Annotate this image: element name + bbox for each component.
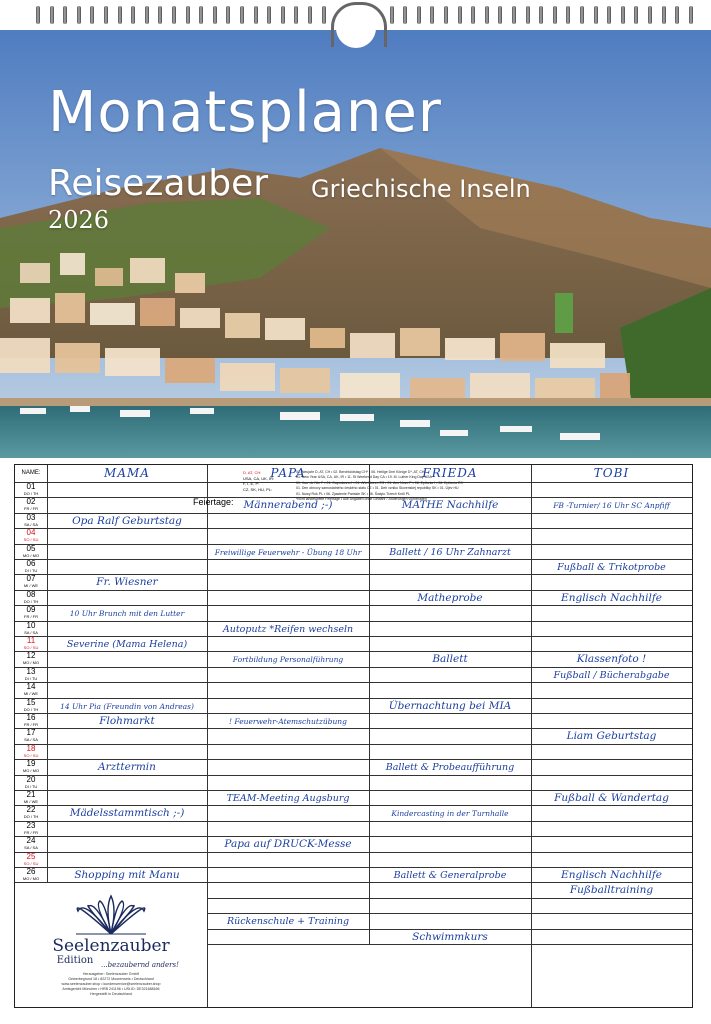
binding-ring [294,6,298,24]
handwritten-entry: TEAM-Meeting Augsburg [226,793,350,804]
binding-ring [566,6,570,24]
day-number: 10 [26,620,36,630]
row-divider [15,574,692,575]
row-divider [15,790,692,791]
feiertage-note: 01. Nowy Rok PL • 06. Zjawienie Pańskie SK • 06. Święto Trzech Króli PL [296,491,410,496]
weekday-label: SO / SU [23,860,39,866]
day-label [15,760,47,775]
row-divider [15,682,692,683]
feiertage-top-divider [207,944,692,945]
row-divider [15,759,692,760]
handwritten-entry: Ballett [432,653,468,666]
weekday-label: DO / TH [23,706,39,712]
publisher-info [19,972,203,997]
weekday-label: FR / FR [24,506,38,512]
weekday-label: DO / TH [23,598,39,604]
day-label [15,652,47,667]
planner-grid [14,464,693,1008]
weekday-label: MO / MO [22,876,40,881]
weekday-label: DO / TH [23,491,39,496]
handwritten-entry: Schwimmkurs [412,930,488,943]
weekday-label: MI / WE [23,691,39,697]
handwritten-entry: 10 Uhr Brunch mit den Lutter [69,609,185,619]
day-label [15,637,47,652]
day-number: 21 [26,790,36,799]
row-divider [15,667,692,668]
calendar-year: 2026 [48,206,110,234]
feiertage-note: 01. New Year USA, CA, UK, IR • 11. St Weekend Day CA • 19. M. Luther King Day USA [296,475,432,480]
handwritten-entry: Fußball / Bücherabgabe [553,669,670,681]
row-divider [15,651,692,652]
publisher-line: Hergestellt in Deutschland [90,992,132,997]
name-header: NAME: [21,470,41,476]
binding-ring [63,6,67,24]
handwritten-entry: Freiwillige Feuerwehr - Übung 18 Uhr [214,547,362,557]
weekday-label: DI / TU [24,783,38,789]
binding-ring [444,6,448,24]
day-number: 26 [26,867,36,876]
day-label [15,806,47,821]
feiertage-region: USA, CA, UK, IR: [243,475,275,481]
weekday-label: SA / SA [24,737,38,743]
weekday-label: SO / SU [23,752,39,758]
day-label [15,483,47,498]
handwritten-entry: Fortbildung Personalführung [232,655,344,665]
row-divider [15,559,692,560]
day-number: 12 [26,651,36,661]
binding-ring [471,6,475,24]
row-divider [207,898,692,899]
day-number: 07 [26,574,36,584]
day-number: 01 [26,482,36,491]
weekday-label: DI / TU [24,568,38,573]
binding-ring [539,6,543,24]
binding-ring [430,6,434,24]
row-divider [15,698,692,699]
day-number: 02 [26,497,36,507]
handwritten-entry: Ballett & Generalprobe [393,870,507,881]
binding-ring [621,6,625,24]
feiertage-region: D, AT, CH: [243,470,262,475]
handwritten-entry: Englisch Nachhilfe [561,591,662,604]
binding-ring [186,6,190,24]
handwritten-entry: Papa auf DRUCK-Messe [224,838,352,851]
column-header-papa: PAPA [270,466,306,480]
weekday-label: SA / SA [24,845,38,851]
binding-ring [199,6,203,24]
day-label [15,837,47,852]
handwritten-entry: Übernachtung bei MIA [388,699,512,712]
day-label [15,514,47,529]
binding-ring [498,6,502,24]
handwritten-entry: 14 Uhr Pia (Freundin von Andreas) [60,701,194,711]
day-number: 16 [26,713,36,722]
feiertage-regions [243,470,297,492]
lotus-logo-icon [66,888,156,938]
row-divider [15,852,692,853]
handwritten-entry: Autoputz *Reifen wechseln [222,623,354,635]
binding-ring [267,6,271,24]
handwritten-entry: Mädelsstammtisch ;-) [69,807,185,820]
feiertage-note: 01. Den obnovy samostatného českého státu CZ • 01. Deň vzniku Slovenskej republiky SK • 01. Újév HU [296,486,459,491]
binding-ring [485,6,489,24]
logo-name: Seelenzauber [52,936,170,957]
day-label [15,622,47,637]
publisher-line: Amtsgericht München • HRB 241196 • USt.ID: DE321688166 [62,987,160,992]
handwritten-entry: FB -Turnier/ 16 Uhr SC Anpfiff [553,501,670,511]
binding-ring [607,6,611,24]
publisher-line: www.seelenzauber.shop • kundenservice@seelenzauber.shop [61,982,161,987]
row-divider [15,590,692,591]
weekday-label: FR / FR [24,722,38,727]
handwritten-entry: Männerabend ;-) [243,499,333,512]
binding-ring [240,6,244,24]
day-label [15,529,47,544]
feiertage-notes [296,470,516,502]
day-number: 22 [26,805,36,815]
binding-ring [689,6,693,24]
handwritten-entry: Liam Geburtstag [566,730,657,743]
handwritten-entry: Fr. Wiesner [96,576,158,589]
binding-ring [417,6,421,24]
handwritten-entry: Matheprobe [417,591,483,604]
column-divider [531,465,532,1007]
feiertage-label: Feiertage: [193,497,234,507]
day-label [15,560,47,575]
binding-ring [308,6,312,24]
day-label [15,545,47,560]
binding-ring [390,6,394,24]
binding-ring [594,6,598,24]
row-divider [207,929,692,930]
day-number: 08 [26,589,36,599]
row-divider [15,528,692,529]
binding-ring [145,6,149,24]
row-divider [15,728,692,729]
column-header-tobi: TOBI [593,466,630,480]
day-number: 19 [26,759,36,769]
handwritten-entry: Flohmarkt [99,715,155,727]
handwritten-entry: Rückenschule + Training [226,916,350,928]
row-divider [15,513,692,514]
weekday-label: SO / SU [23,537,39,543]
row-divider [15,621,692,622]
weekday-label: MO / MO [22,660,40,666]
column-divider [369,465,370,944]
day-number: 24 [26,836,36,846]
handwritten-entry: Opa Ralf Geburtstag [72,514,182,527]
binding-ring [675,6,679,24]
binding-ring [104,6,108,24]
day-label [15,575,47,590]
hanger-hook [331,2,387,47]
binding-ring [634,6,638,24]
binding-ring [281,6,285,24]
binding-ring [77,6,81,24]
binding-ring [158,6,162,24]
row-divider [15,805,692,806]
binding-ring [90,6,94,24]
day-number: 11 [26,636,36,645]
day-number: 23 [26,820,36,830]
day-label [15,714,47,729]
binding-ring [213,6,217,24]
handwritten-entry: Ballett / 16 Uhr Zahnarzt [389,546,511,558]
day-number: 04 [26,528,36,538]
feiertage-note: 01. Jour de l'An F • 01. Capodanno I • 01. Año Nuevo ES • 01. Ano Novo P • 06. Epifania I • 06. Epifanía ES [296,480,463,485]
row-divider [15,867,692,868]
binding-ring [526,6,530,24]
binding-ring [322,6,326,24]
weekday-label: FR / FR [24,614,38,620]
day-label [15,791,47,806]
day-label [15,591,47,606]
binding-ring [254,6,258,24]
binding-ring [226,6,230,24]
row-divider [15,636,692,637]
handwritten-entry: MATHE Nachhilfe [401,499,499,512]
feiertage-note: 01. Neujahr D, AT, CH • 02. Berchtoldstag CH* • 06. Heilige Drei Könige D*, AT, CH* [296,470,426,474]
binding-ring [580,6,584,24]
day-number: 03 [26,512,36,522]
weekday-label: SA / SA [24,521,38,527]
day-label [15,868,47,883]
publisher-logo-area [15,882,207,1007]
row-divider [15,713,692,714]
row-divider [15,821,692,822]
weekday-label: DI / TU [24,675,38,681]
row-divider [15,744,692,745]
binding-ring [403,6,407,24]
row-divider [15,544,692,545]
weekday-label: FR / FR [24,829,38,835]
binding-ring [458,6,462,24]
calendar-subtitle-main: Reisezauber [48,163,269,204]
day-number: 17 [26,728,36,738]
day-column-divider [47,465,48,882]
day-number: 18 [26,743,36,753]
handwritten-entry: Fußball & Trikotprobe [557,562,666,573]
binding-ring [131,6,135,24]
handwritten-entry: Klassenfoto ! [576,653,647,666]
day-label [15,822,47,837]
day-label [15,745,47,760]
feiertage-note: *nicht landesweite Feiertage • Alle Angaben ohne Gewähr / Änderungen vorbehalten [296,497,427,502]
binding-ring [662,6,666,24]
binding-ring [648,6,652,24]
handwritten-entry: Severine (Mama Helena) [66,639,188,650]
weekday-label: MO / MO [22,552,40,558]
weekday-label: SA / SA [24,629,38,635]
weekday-label: MO / MO [22,768,40,774]
day-number: 20 [26,774,36,784]
binding-ring [172,6,176,24]
handwritten-entry: Fußball & Wandertag [554,792,669,804]
day-number: 09 [26,605,36,615]
day-label [15,683,47,698]
day-number: 05 [26,543,36,553]
handwritten-entry: Arzttermin [98,761,156,774]
day-number: 15 [26,697,36,707]
day-number: 25 [26,851,36,861]
day-label [15,699,47,714]
handwritten-entry: Shopping mit Manu [74,869,180,881]
header-photo [0,28,711,458]
handwritten-entry: Kindercasting in der Turnhalle [391,809,509,819]
column-divider [207,465,208,1007]
weekday-label: SO / SU [23,645,39,650]
binding-ring [512,6,516,24]
calendar-subtitle-sub: Griechische Inseln [311,175,531,203]
logo-tagline: ...bezaubernd anders! [101,961,179,970]
weekday-label: DO / TH [23,814,39,820]
day-label [15,606,47,621]
day-number: 06 [26,559,36,568]
feiertage-region: CZ, SK, HU, PL: [243,486,273,492]
handwritten-entry: Englisch Nachhilfe [561,869,662,881]
binding-ring [553,6,557,24]
publisher-line: Gewerbegrund 18 • 82272 Moorenweis • Deutschland [68,977,154,982]
publisher-line: Herausgeber: Seelenzauber GmbH [82,972,140,977]
weekday-label: MI / WE [23,799,39,804]
weekday-label: MI / WE [23,583,39,589]
day-label [15,776,47,791]
day-label [15,668,47,683]
row-divider [207,913,692,914]
handwritten-entry: Fußballtraining [569,884,654,897]
handwritten-entry: Ballett & Probeaufführung [385,762,515,774]
handwritten-entry: ! Feuerwehr-Atemschutzübung [229,717,347,726]
calendar-title: Monatsplaner [48,80,442,145]
column-header-frieda: FRIEDA [422,466,478,480]
feiertage-region: F, I, E, P: [243,481,260,487]
day-label [15,498,47,513]
row-divider [15,775,692,776]
row-divider [15,605,692,606]
binding-ring [118,6,122,24]
binding-ring [36,6,40,24]
day-label [15,729,47,744]
day-label [15,853,47,868]
row-divider [15,836,692,837]
binding-ring [50,6,54,24]
column-header-mama: MAMA [104,466,150,480]
day-number: 13 [26,666,36,676]
logo-edition: Edition [56,955,94,967]
day-number: 14 [26,682,36,692]
